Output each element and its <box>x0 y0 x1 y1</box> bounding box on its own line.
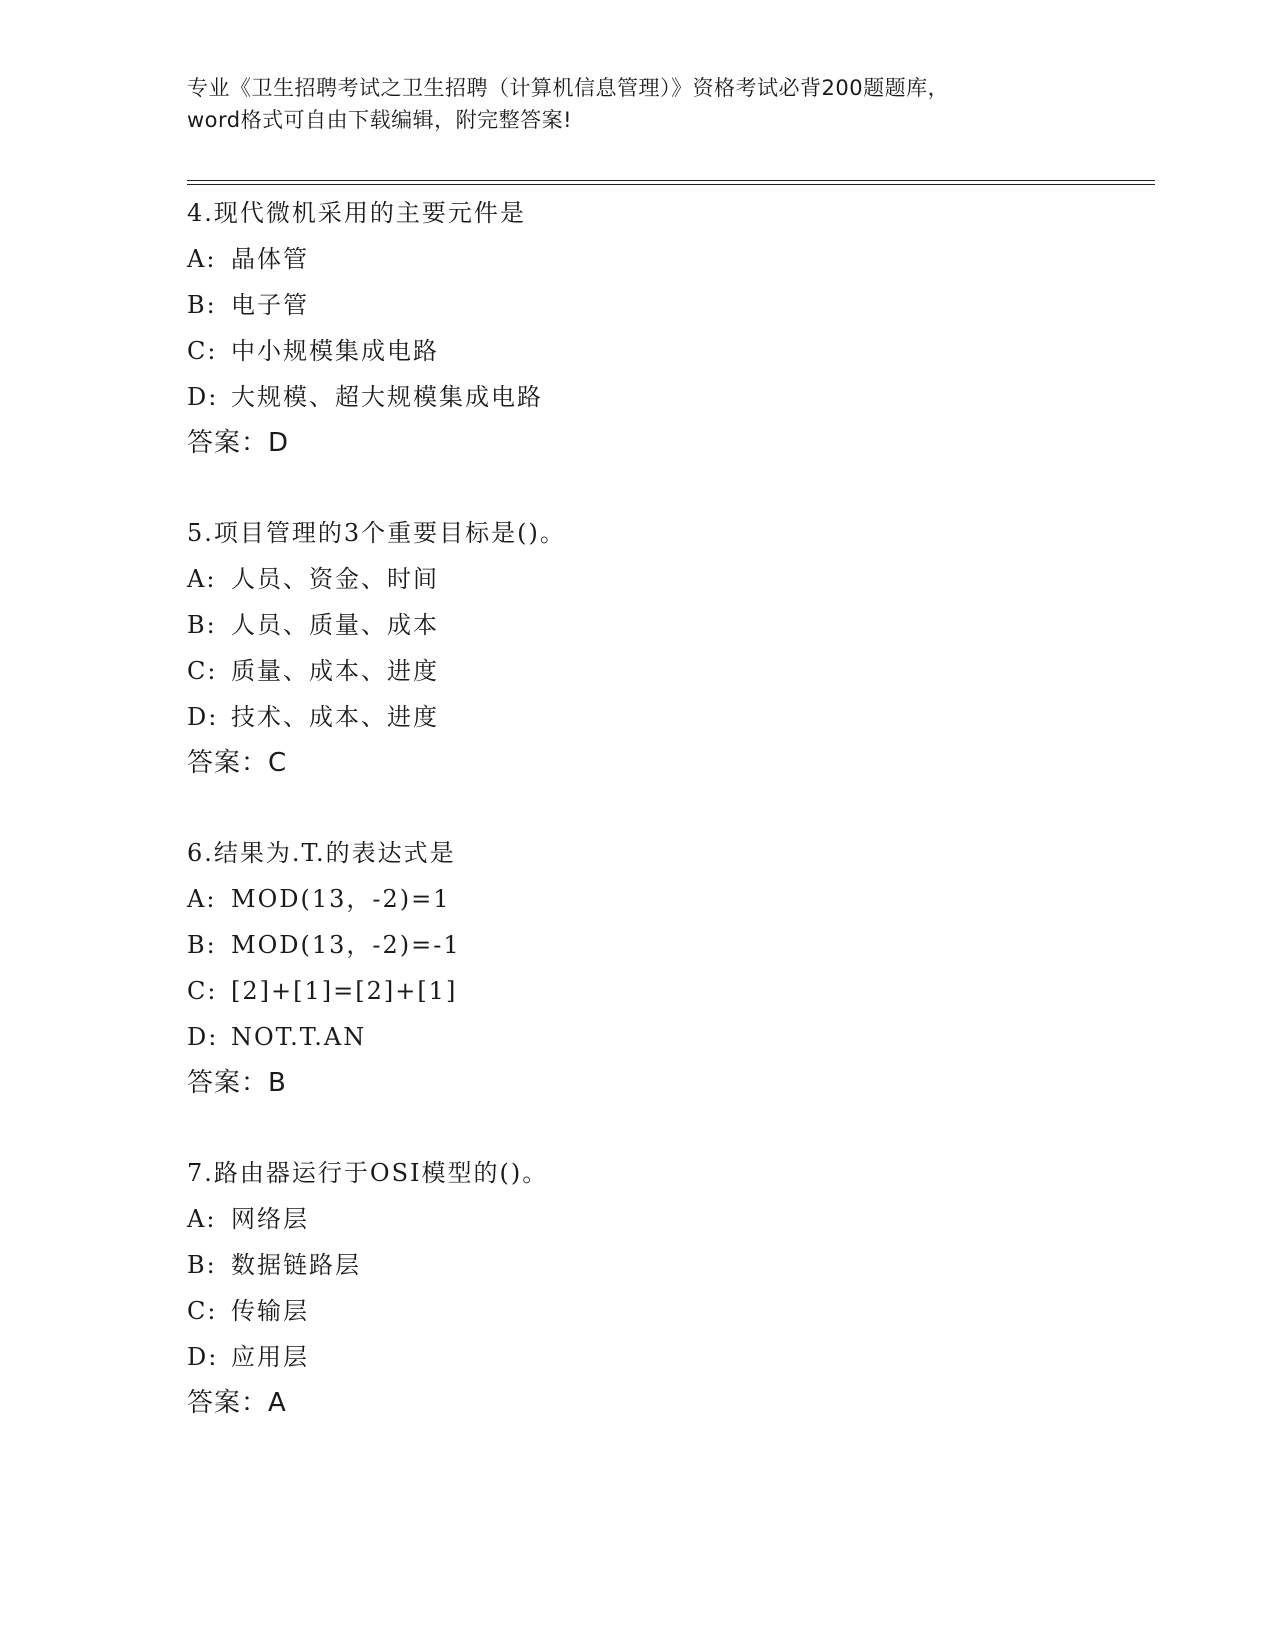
option-text: 大规模、超大规模集成电路 <box>231 383 543 411</box>
option-b <box>187 1242 1147 1288</box>
option-d <box>187 1334 1147 1380</box>
option-b <box>187 922 1147 968</box>
header-divider-bottom <box>187 184 1155 185</box>
header-divider-top <box>187 180 1155 181</box>
option-text: MOD(13，-2)=-1 <box>231 931 461 959</box>
option-text: 电子管 <box>231 291 309 319</box>
option-letter: A: <box>187 1205 217 1233</box>
option-a <box>187 876 1147 922</box>
option-text: 技术、成本、进度 <box>231 703 439 731</box>
answer-label: 答案：A <box>187 1388 287 1418</box>
option-c <box>187 328 1147 374</box>
option-letter: C: <box>187 337 218 365</box>
option-a <box>187 556 1147 602</box>
document-header <box>187 72 1087 136</box>
option-letter: C: <box>187 657 218 685</box>
question-stem: 5.项目管理的3个重要目标是()。 <box>187 519 566 547</box>
option-letter: A: <box>187 565 217 593</box>
question-stem: 6.结果为.T.的表达式是 <box>187 839 456 867</box>
option-text: 人员、资金、时间 <box>231 565 439 593</box>
option-letter: A: <box>187 245 217 273</box>
option-text: 晶体管 <box>231 245 309 273</box>
question-list <box>187 190 1147 1470</box>
option-text: 传输层 <box>231 1297 309 1325</box>
question-stem: 7.路由器运行于OSI模型的()。 <box>187 1159 549 1187</box>
option-text: 数据链路层 <box>231 1251 361 1279</box>
option-letter: B: <box>187 931 217 959</box>
option-letter: B: <box>187 611 217 639</box>
answer-label: 答案：C <box>187 748 288 778</box>
option-text: [2]+[1]=[2]+[1] <box>231 977 458 1005</box>
option-text: 人员、质量、成本 <box>231 611 439 639</box>
answer-label: 答案：B <box>187 1068 287 1098</box>
option-c <box>187 648 1147 694</box>
answer-label: 答案：D <box>187 428 290 458</box>
option-text: 中小规模集成电路 <box>231 337 439 365</box>
option-d <box>187 1014 1147 1060</box>
option-letter: D: <box>187 383 219 411</box>
option-d <box>187 374 1147 420</box>
option-letter: A: <box>187 885 217 913</box>
option-letter: D: <box>187 1023 219 1051</box>
option-text: NOT.T.AN <box>231 1023 367 1051</box>
question-stem: 4.现代微机采用的主要元件是 <box>187 199 526 227</box>
option-letter: B: <box>187 1251 217 1279</box>
question-5 <box>187 510 1147 786</box>
option-letter: B: <box>187 291 217 319</box>
option-b <box>187 602 1147 648</box>
header-line-2: word格式可自由下载编辑，附完整答案! <box>187 108 573 132</box>
option-letter: C: <box>187 977 218 1005</box>
option-text: 应用层 <box>231 1343 309 1371</box>
option-d <box>187 694 1147 740</box>
question-4 <box>187 190 1147 466</box>
option-c <box>187 1288 1147 1334</box>
option-a <box>187 1196 1147 1242</box>
option-text: 网络层 <box>231 1205 309 1233</box>
question-7 <box>187 1150 1147 1426</box>
option-text: 质量、成本、进度 <box>231 657 439 685</box>
option-letter: D: <box>187 703 219 731</box>
option-b <box>187 282 1147 328</box>
option-a <box>187 236 1147 282</box>
question-6 <box>187 830 1147 1106</box>
header-line-1: 专业《卫生招聘考试之卫生招聘（计算机信息管理）》资格考试必背200题题库， <box>187 76 950 100</box>
option-letter: C: <box>187 1297 218 1325</box>
option-c <box>187 968 1147 1014</box>
option-letter: D: <box>187 1343 219 1371</box>
option-text: MOD(13，-2)=1 <box>231 885 451 913</box>
